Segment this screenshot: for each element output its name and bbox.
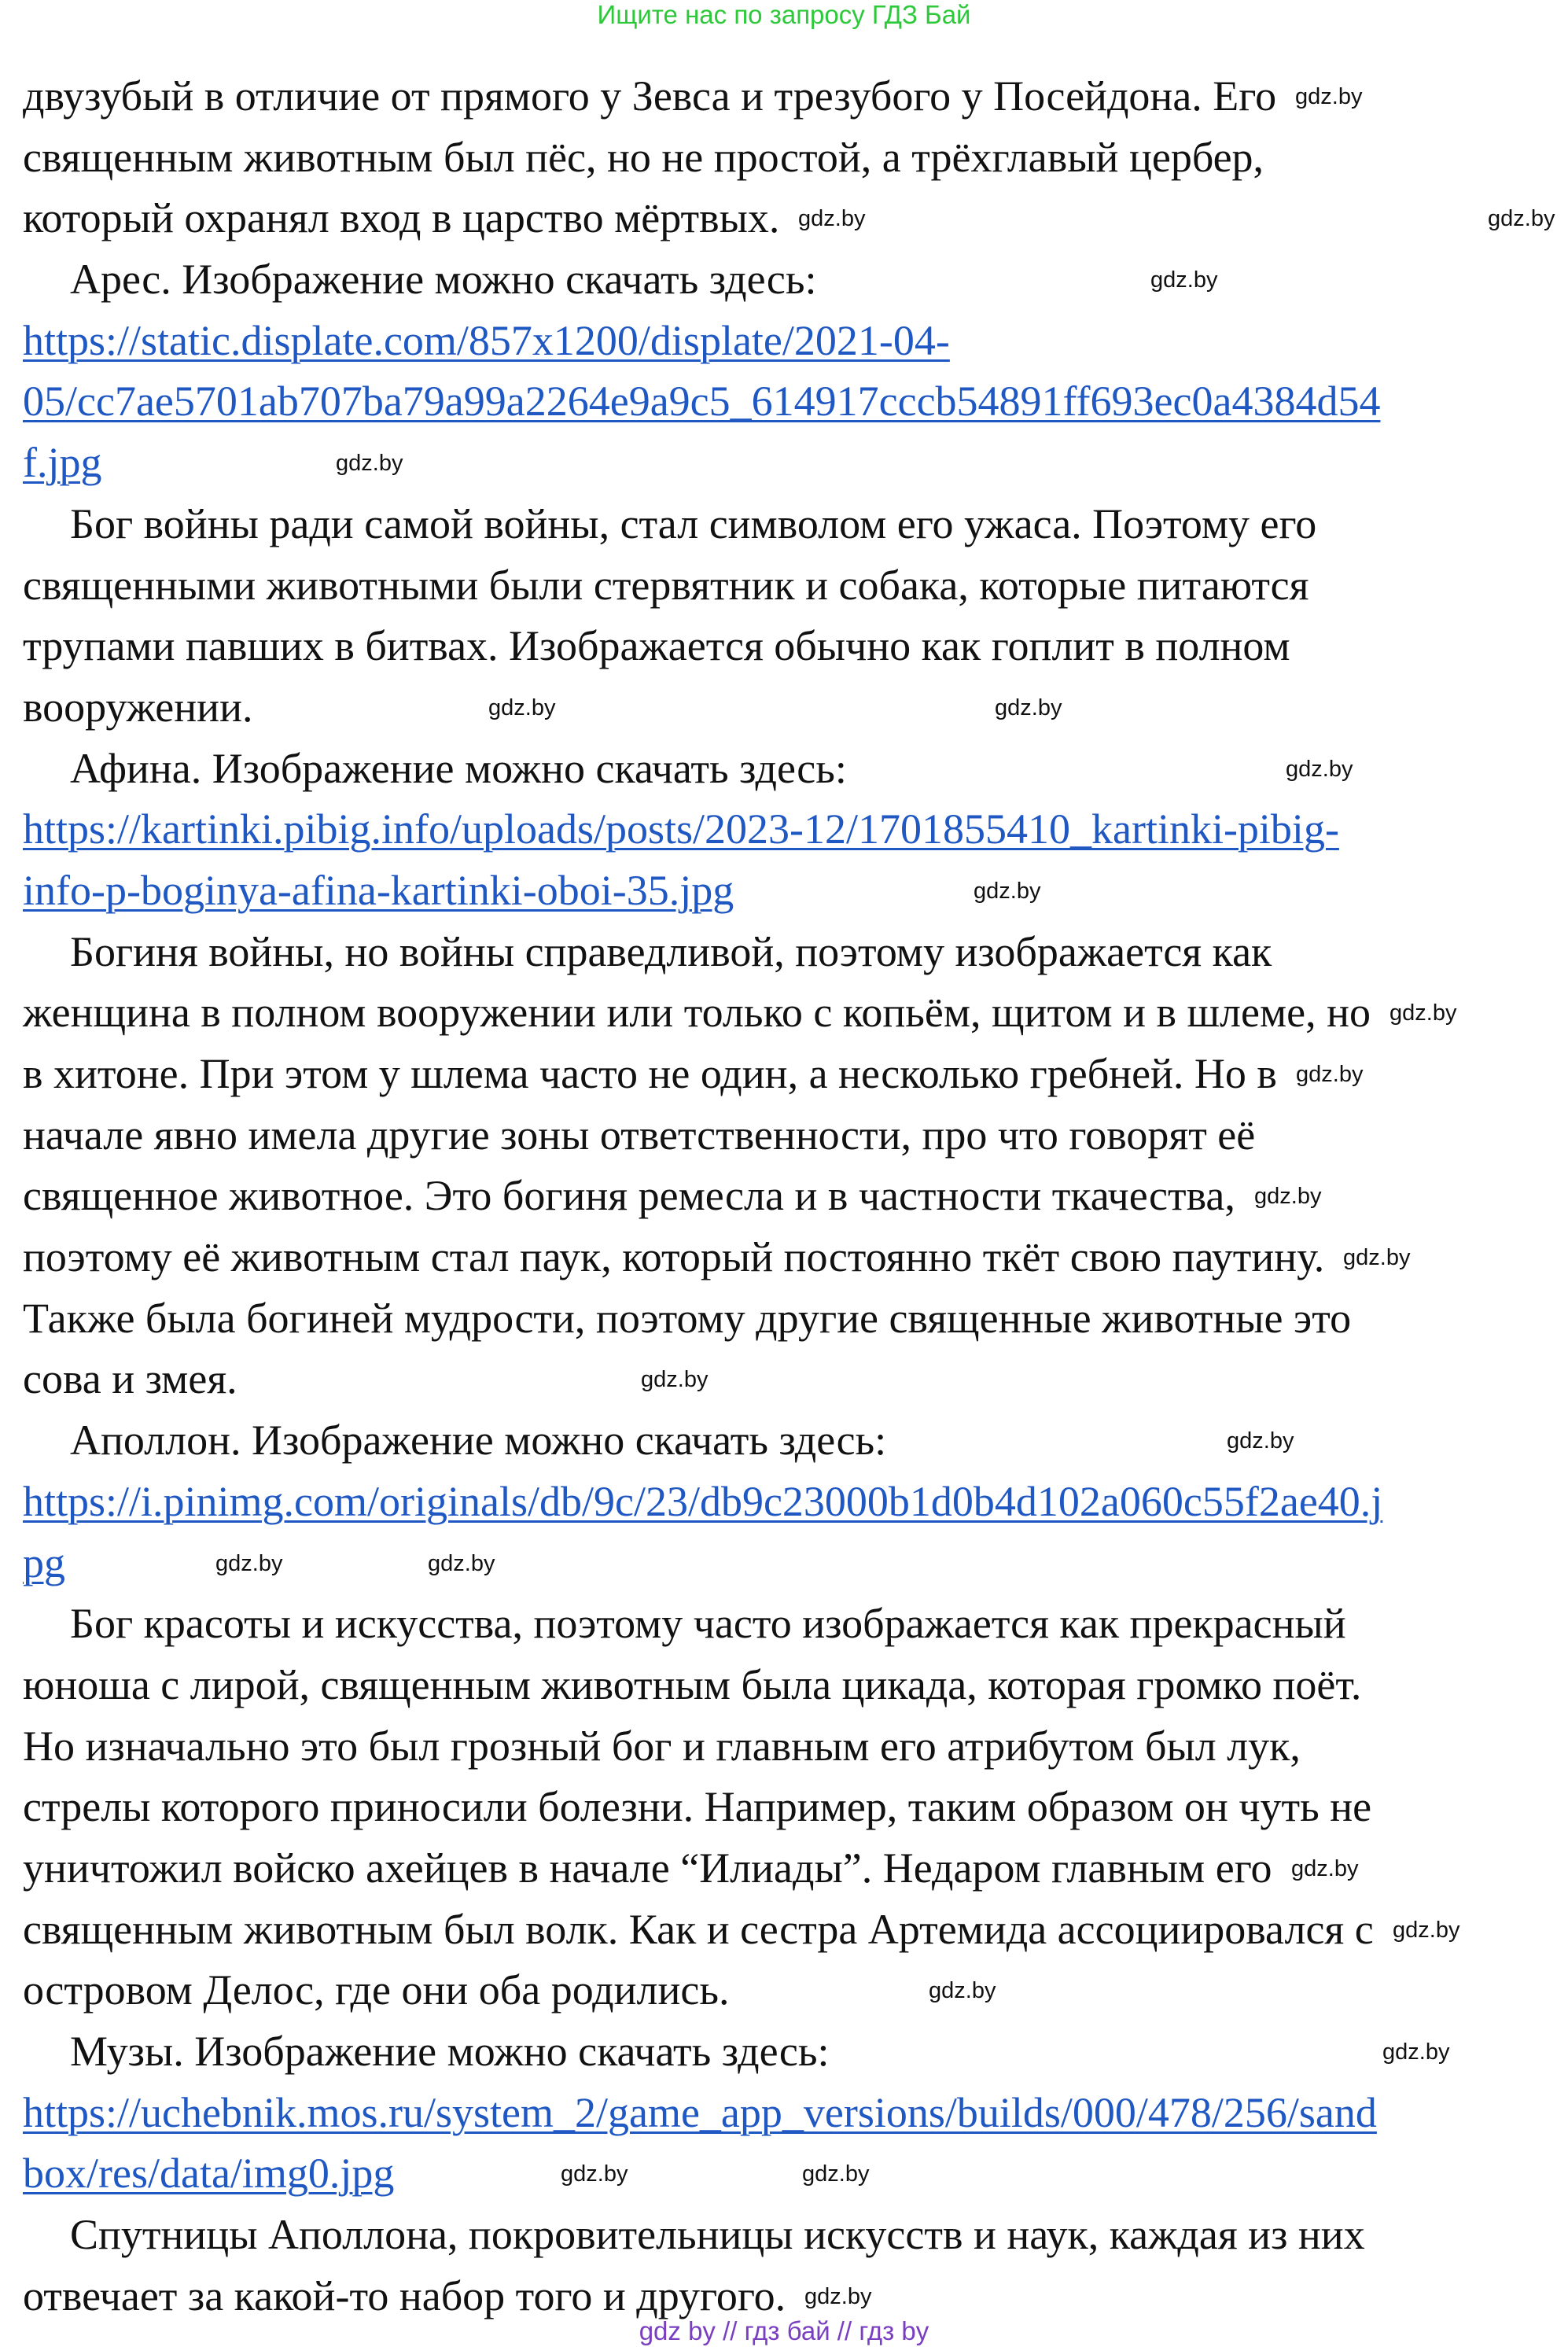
text-line	[23, 188, 779, 249]
text-line	[23, 127, 1264, 189]
line-text: отвечает за какой-то набор того и другого.	[23, 2271, 786, 2319]
line-text: Бог красоты и искусства, поэтому часто изображается как прекрасный	[70, 1600, 1346, 1648]
text-line	[23, 555, 1309, 617]
line-text: Также была богиней мудрости, поэтому другие священные животные это	[23, 1294, 1352, 1342]
text-paragraph	[23, 249, 1533, 311]
line-text: уничтожил войско ахейцев в начале “Илиады”. Недаром главным его	[23, 1844, 1272, 1892]
text-line	[23, 1472, 1382, 1533]
text-line	[23, 433, 102, 494]
line-text: Но изначально это был грозный бог и главным его атрибутом был лук,	[23, 1722, 1301, 1770]
text-line	[23, 249, 816, 311]
line-text: Афина. Изображение можно скачать здесь:	[70, 744, 847, 792]
text-line	[23, 1410, 886, 1472]
gdz-watermark: gdz.by	[802, 2161, 870, 2187]
text-paragraph	[23, 2205, 1533, 2327]
gdz-watermark: gdz.by	[929, 1978, 996, 2003]
line-text: юноша с лирой, священным животным была цикада, которая громко поёт.	[23, 1660, 1362, 1708]
text-line	[23, 494, 1316, 555]
image-url-link[interactable]: f.jpg	[23, 439, 102, 487]
text-line	[23, 1777, 1371, 1838]
gdz-watermark: gdz.by	[1382, 2039, 1450, 2065]
text-line	[23, 739, 847, 800]
text-paragraph	[23, 494, 1533, 739]
gdz-watermark: gdz.by	[1227, 1428, 1294, 1454]
text-line	[23, 66, 1276, 127]
text-line	[23, 982, 1371, 1044]
text-line	[23, 1166, 1235, 1227]
text-line	[23, 371, 1380, 433]
line-text: священным животным был волк. Как и сестра Артемида ассоциировался с	[23, 1905, 1374, 1953]
image-url-link[interactable]: info-p-boginya-afina-kartinki-oboi-35.jpg	[23, 866, 734, 914]
gdz-watermark: gdz.by	[336, 451, 403, 476]
gdz-watermark: gdz.by	[974, 879, 1041, 904]
line-text: который охранял вход в царство мёртвых.	[23, 194, 780, 242]
text-line	[23, 616, 1290, 677]
gdz-watermark: gdz.by	[1296, 1062, 1364, 1087]
line-text: Аполлон. Изображение можно скачать здесь:	[70, 1417, 887, 1465]
gdz-watermark: gdz.by	[1254, 1184, 1322, 1209]
gdz-watermark: gdz.by	[995, 695, 1062, 720]
image-url-link[interactable]: pg	[23, 1538, 65, 1586]
image-url-link[interactable]: https://static.displate.com/857x1200/displate/2021-04-	[23, 316, 950, 364]
gdz-watermark: gdz.by	[798, 206, 866, 231]
line-text: сова и змея.	[23, 1355, 237, 1403]
image-url-link[interactable]: https://i.pinimg.com/originals/db/9c/23/db9c23000b1d0b4d102a060c55f2ae40.j	[23, 1477, 1383, 1525]
text-line	[23, 799, 1339, 860]
line-text: в хитоне. При этом у шлема часто не один, а несколько гребней. Но в	[23, 1050, 1277, 1097]
gdz-watermark: gdz.by	[1291, 1856, 1359, 1881]
text-line	[23, 311, 950, 372]
line-text: Богиня войны, но войны справедливой, поэтому изображается как	[70, 927, 1272, 975]
line-text: поэтому её животным стал паук, который постоянно ткёт свою паутину.	[23, 1233, 1325, 1281]
text-line	[23, 2021, 830, 2083]
text-line	[23, 1533, 65, 1594]
text-line	[23, 2143, 394, 2205]
text-line	[23, 1716, 1301, 1778]
gdz-watermark: gdz.by	[1488, 206, 1555, 231]
line-text: Музы. Изображение можно скачать здесь:	[70, 2028, 830, 2075]
line-text: начале явно имела другие зоны ответственности, про что говорят её	[23, 1111, 1256, 1159]
image-url-link[interactable]: box/res/data/img0.jpg	[23, 2150, 395, 2198]
text-paragraph	[23, 1410, 1533, 1472]
text-paragraph	[23, 1594, 1533, 2021]
image-link-paragraph	[23, 799, 1533, 921]
line-text: трупами павших в битвах. Изображается обычно как гоплит в полном	[23, 622, 1290, 670]
text-line	[23, 1899, 1374, 1961]
text-line	[23, 1838, 1272, 1899]
gdz-watermark: gdz.by	[1150, 267, 1218, 293]
gdz-watermark: gdz.by	[488, 695, 556, 720]
text-line	[23, 1227, 1324, 1288]
gdz-watermark: gdz.by	[1389, 1000, 1457, 1026]
image-url-link[interactable]: https://uchebnik.mos.ru/system_2/game_app_versions/builds/000/478/256/sand	[23, 2088, 1377, 2136]
text-line	[23, 2205, 1365, 2266]
text-line	[23, 1288, 1351, 1350]
line-text: Бог войны ради самой войны, стал символом его ужаса. Поэтому его	[70, 499, 1317, 547]
search-hint-banner: Ищите нас по запросу ГДЗ Бай	[597, 0, 971, 29]
gdz-watermark: gdz.by	[1393, 1918, 1460, 1943]
gdz-watermark: gdz.by	[1343, 1245, 1411, 1270]
text-line	[23, 860, 734, 922]
text-line	[23, 2083, 1377, 2144]
text-line	[23, 1594, 1346, 1655]
line-text: двузубый в отличие от прямого у Зевса и трезубого у Посейдона. Его	[23, 72, 1277, 120]
image-link-paragraph	[23, 2083, 1533, 2205]
text-line	[23, 1044, 1277, 1105]
gdz-watermark: gdz.by	[428, 1551, 495, 1576]
text-line	[23, 1105, 1255, 1166]
line-text: священное животное. Это богиня ремесла и в частности ткачества,	[23, 1172, 1235, 1220]
gdz-watermark: gdz.by	[804, 2284, 872, 2309]
image-url-link[interactable]: 05/cc7ae5701ab707ba79a99a2264e9a9c5_614917cccb54891ff693ec0a4384d54	[23, 378, 1381, 426]
text-paragraph	[23, 2021, 1533, 2083]
line-text: островом Делос, где они оба родились.	[23, 1966, 730, 2014]
text-line	[23, 1960, 729, 2021]
line-text: стрелы которого приносили болезни. Например, таким образом он чуть не	[23, 1783, 1372, 1831]
text-line	[23, 677, 252, 739]
image-url-link[interactable]: https://kartinki.pibig.info/uploads/posts/2023-12/1701855410_kartinki-pibig-	[23, 805, 1339, 853]
gdz-watermark: gdz.by	[561, 2161, 628, 2187]
line-text: священными животными были стервятник и собака, которые питаются	[23, 561, 1309, 609]
text-line	[23, 922, 1272, 983]
text-paragraph	[23, 922, 1533, 1411]
line-text: вооружении.	[23, 683, 253, 731]
line-text: Спутницы Аполлона, покровительницы искусств и наук, каждая из них	[70, 2211, 1365, 2259]
line-text: священным животным был пёс, но не простой, а трёхглавый цербер,	[23, 133, 1264, 181]
image-link-paragraph	[23, 311, 1533, 494]
gdz-watermark: gdz.by	[641, 1367, 709, 1392]
text-line	[23, 1655, 1361, 1716]
gdz-watermark: gdz.by	[1295, 84, 1363, 109]
footer-watermark: gdz by // гдз бай // гдз by	[639, 2316, 929, 2345]
line-text: Арес. Изображение можно скачать здесь:	[70, 256, 817, 304]
line-text: женщина в полном вооружении или только с копьём, щитом и в шлеме, но	[23, 989, 1371, 1037]
text-line	[23, 1349, 237, 1410]
gdz-watermark: gdz.by	[215, 1551, 283, 1576]
gdz-watermark: gdz.by	[1286, 757, 1353, 782]
